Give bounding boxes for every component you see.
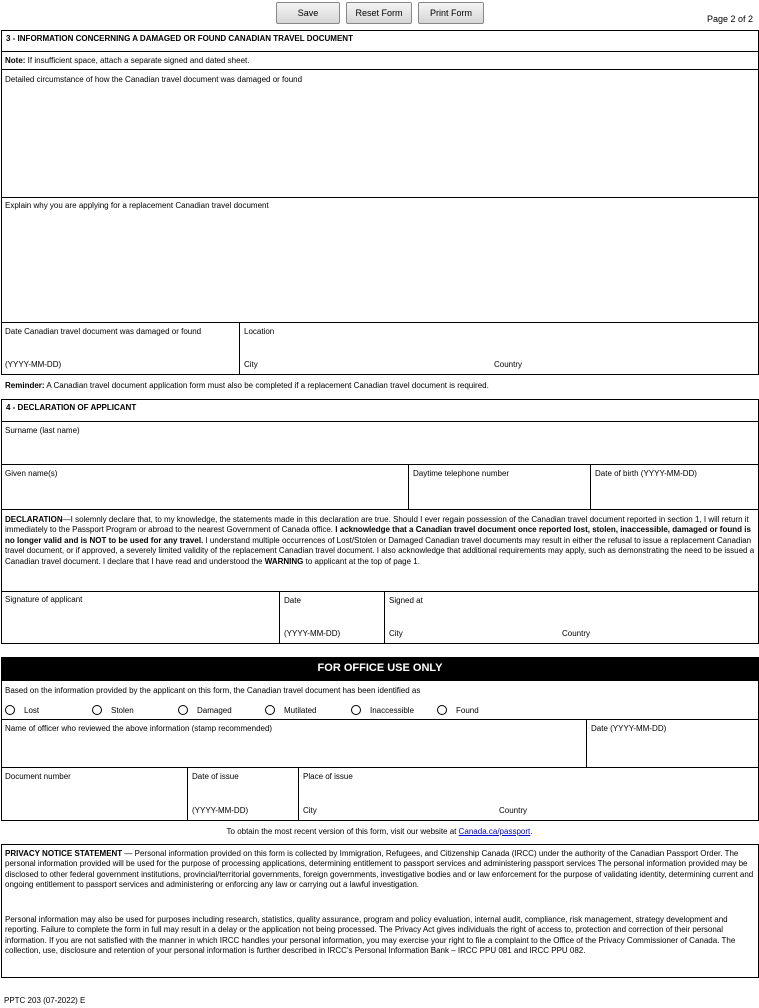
officer-label: Name of officer who reviewed the above information (stamp recommended) (5, 724, 273, 733)
website-link[interactable]: Canada.ca/passport (458, 827, 531, 836)
radio-found[interactable] (437, 705, 447, 715)
signed-at-label: Signed at (389, 596, 423, 605)
website-text: To obtain the most recent version of this form, visit our website at (226, 827, 459, 836)
save-button[interactable]: Save (276, 2, 340, 24)
divider (1, 464, 759, 465)
website-notice (0, 827, 759, 836)
divider (187, 767, 188, 821)
radio-inaccessible[interactable] (351, 705, 361, 715)
divider (1, 719, 759, 720)
declaration-part: I understand multiple occurrences of Lost/Stolen or Damaged Canadian travel documents may result in either the refusal to issue a replacement Canadian travel document, or if approved, a severely limited validity of the replacement Canadian travel document. I also acknowledge that additional requirements may apply, such as demonstrating the need to be issued a Canadian travel document. I declare that I have read and understood the (5, 535, 755, 566)
reminder-text (5, 381, 489, 390)
signed-country-label: Country (562, 629, 591, 638)
radio-inaccessible-label: Inaccessible (370, 706, 415, 715)
divider (239, 322, 240, 375)
divider (1, 767, 759, 768)
signed-city-label: City (389, 629, 403, 638)
divider (586, 719, 587, 767)
radio-damaged[interactable] (178, 705, 188, 715)
date-damaged-format: (YYYY-MM-DD) (5, 360, 62, 369)
note-text: If insufficient space, attach a separate signed and dated sheet. (25, 56, 250, 65)
location-country-label: Country (494, 360, 523, 369)
declaration-part: —I solemnly declare that, to my knowledge, the statements made in this declaration are true. Should I ever regain possession of the Canadian travel document reported in section 1, I will return it immediately to the Passport Program or abroad to the nearest Government of Canada office. (5, 515, 749, 535)
privacy-text: — Personal information provided on this form is collected by Immigration, Refugees, and Citizenship Canada (IRCC) under the authority of the Canadian Passport Order. The personal information provided will be used for the purpose of processing applications, determining entitlement to passport services and administering passport services The personal information provided may be disclosed to other federal government institutions, provincial/territorial governments, foreign governments, investigative bodies and or law enforcement for the purpose of validating identity, determining current and ongoing entitlement to passport services and administering or enforcing any law or carrying out a lawful investigation. (5, 849, 754, 890)
circumstances-field[interactable] (2, 86, 757, 196)
location-city-label: City (244, 360, 258, 369)
privacy-paragraph-2: Personal information may also be used for purposes including research, statistics, quality assurance, program and policy evaluation, internal audit, compliance, risk management, strategy development and reporting. Failure to complete the form in full may result in a delay or the application not being processed. The Privacy Act gives individuals the right of access to, protection and correction of their personal information. If you are not satisfied with the manner in which IRCC handles your personal information, you may exercise your right to file a complaint to the Office of the Privacy Commissioner of Canada. The collection, use, disclosure and retention of your personal information is further described in IRCC's Personal Information Bank – IRCC PPU 081 and IRCC PPU 082. (5, 915, 736, 956)
section-3-note (5, 56, 249, 65)
reminder-body: A Canadian travel document application form must also be completed if a replacement Canadian travel document is required. (44, 381, 489, 390)
date-of-issue-format: (YYYY-MM-DD) (192, 806, 249, 815)
explain-field[interactable] (2, 212, 757, 320)
section-4-title: 4 - DECLARATION OF APPLICANT (6, 403, 137, 412)
privacy-title: PRIVACY NOTICE STATEMENT (5, 849, 123, 858)
divider (408, 464, 409, 509)
signature-label: Signature of applicant (5, 595, 83, 604)
reminder-label: Reminder: (5, 381, 45, 390)
divider (298, 767, 299, 821)
given-name-label: Given name(s) (5, 469, 58, 478)
radio-mutilated[interactable] (265, 705, 275, 715)
form-code: PPTC 203 (07-2022) E (4, 996, 86, 1005)
divider (1, 322, 759, 323)
radio-found-label: Found (456, 706, 479, 715)
declaration-label: DECLARATION (5, 515, 63, 524)
warning-word: WARNING (264, 556, 304, 566)
print-form-button[interactable]: Print Form (418, 2, 484, 24)
page-number: Page 2 of 2 (706, 14, 753, 24)
signature-date-label: Date (284, 596, 301, 605)
divider (1, 591, 759, 592)
date-damaged-label: Date Canadian travel document was damaged or found (5, 327, 202, 336)
radio-stolen[interactable] (92, 705, 102, 715)
date-of-issue-label: Date of issue (192, 772, 239, 781)
radio-lost[interactable] (5, 705, 15, 715)
declaration-part: to applicant at the top of page 1. (303, 556, 420, 566)
declaration-emphasis: I acknowledge that a Canadian travel document once reported lost, stolen, inaccessible, damaged or found is no longer valid and is NOT to be used for any travel. (5, 525, 751, 545)
divider (384, 591, 385, 644)
reset-form-button[interactable]: Reset Form (346, 2, 412, 24)
divider (1, 69, 759, 70)
privacy-paragraph-1 (5, 849, 755, 891)
divider (1, 421, 759, 422)
location-label: Location (244, 327, 275, 336)
phone-label: Daytime telephone number (413, 469, 510, 478)
office-use-title: FOR OFFICE USE ONLY (1, 657, 759, 681)
radio-lost-label: Lost (24, 706, 40, 715)
place-city-label: City (303, 806, 317, 815)
radio-mutilated-label: Mutilated (284, 706, 317, 715)
office-use-box (1, 657, 759, 821)
signature-date-format: (YYYY-MM-DD) (284, 629, 341, 638)
place-country-label: Country (499, 806, 528, 815)
website-end: . (530, 827, 533, 836)
divider (279, 591, 280, 644)
divider (1, 51, 759, 52)
radio-damaged-label: Damaged (197, 706, 232, 715)
radio-stolen-label: Stolen (111, 706, 134, 715)
declaration-text (5, 515, 755, 567)
surname-label: Surname (last name) (5, 426, 80, 435)
circumstances-label: Detailed circumstance of how the Canadian travel document was damaged or found (5, 75, 303, 84)
document-number-label: Document number (5, 772, 71, 781)
place-of-issue-label: Place of issue (303, 772, 353, 781)
office-date-label: Date (YYYY-MM-DD) (591, 724, 667, 733)
office-based-on-text: Based on the information provided by the applicant on this form, the Canadian travel document has been identified as (5, 686, 421, 695)
note-label: Note: (5, 56, 26, 65)
dob-label: Date of birth (YYYY-MM-DD) (595, 469, 697, 478)
divider (590, 464, 591, 509)
explain-label: Explain why you are applying for a replacement Canadian travel document (5, 201, 269, 210)
section-3-title: 3 - INFORMATION CONCERNING A DAMAGED OR FOUND CANADIAN TRAVEL DOCUMENT (6, 34, 353, 43)
divider (1, 197, 759, 198)
divider (1, 509, 759, 510)
